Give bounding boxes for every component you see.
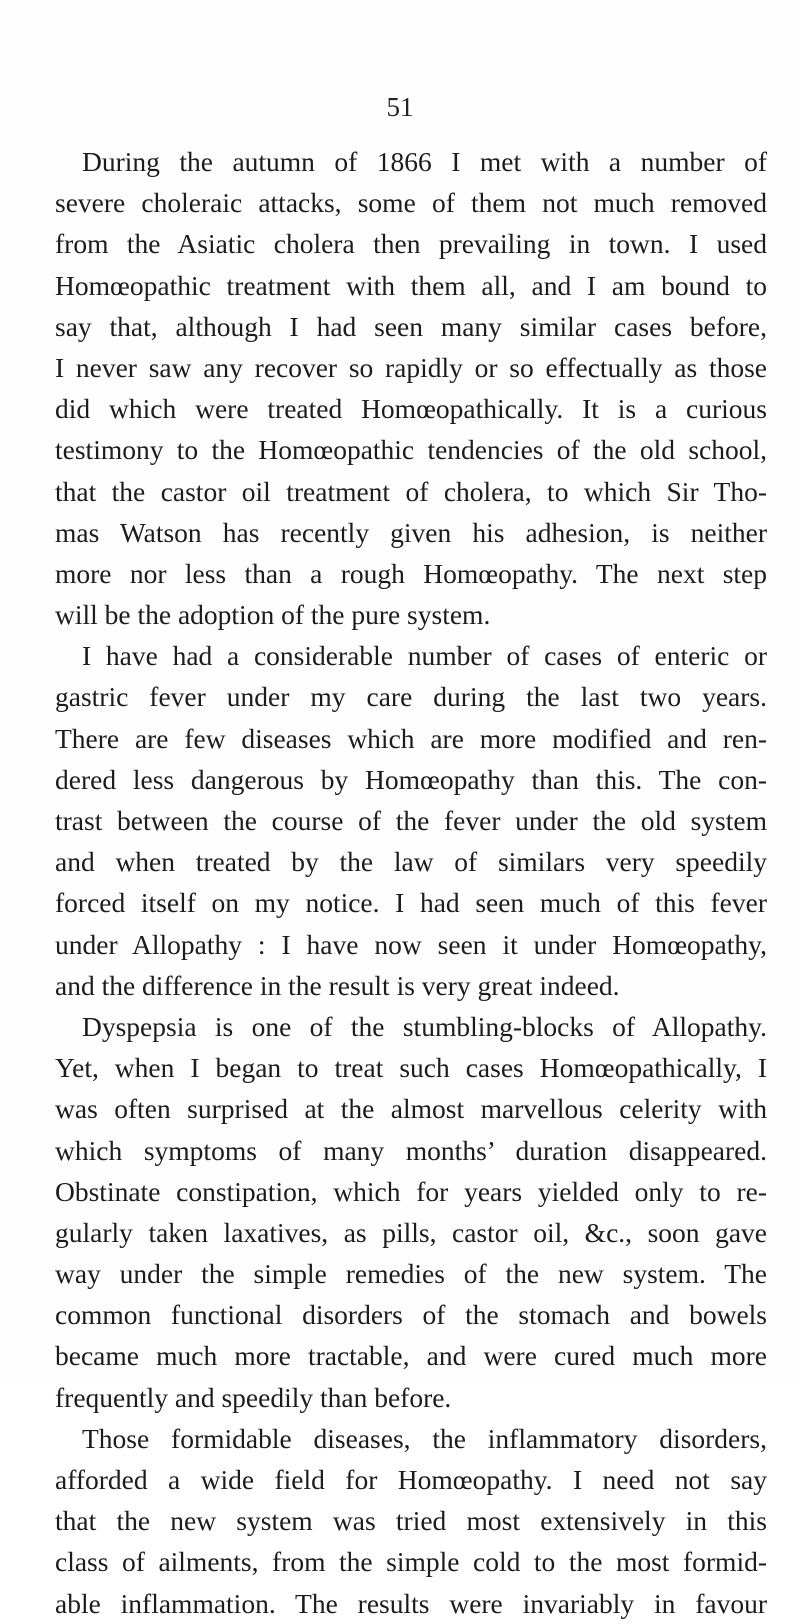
text-line: was often surprised at the almost marvellous celerity with	[55, 1093, 767, 1125]
text-line: Those formidable diseases, the inflammatory disorders,	[82, 1422, 767, 1454]
text-line: will be the adoption of the pure system.	[55, 599, 491, 631]
text-line: I never saw any recover so rapidly or so effectually as those	[55, 351, 767, 383]
text-line: frequently and speedily than before.	[55, 1381, 452, 1413]
text-line: way under the simple remedies of the new system. The	[55, 1258, 767, 1290]
text-line: testimony to the Homœopathic tendencies of the old school,	[55, 434, 767, 466]
text-line: dered less dangerous by Homœopathy than this. The con-	[55, 763, 767, 795]
text-line: from the Asiatic cholera then prevailing in town. I used	[55, 228, 767, 260]
text-line: gastric fever under my care during the last two years.	[55, 681, 767, 713]
body-text	[55, 141, 767, 1624]
text-line: common functional disorders of the stomach and bowels	[55, 1299, 767, 1331]
text-line: afforded a wide field for Homœopathy. I need not say	[55, 1464, 767, 1495]
text-line: able inflammation. The results were invariably in favour	[55, 1587, 767, 1619]
text-line: and the difference in the result is very great indeed.	[55, 969, 620, 1001]
text-line: During the autumn of 1866 I met with a number of	[82, 146, 767, 177]
text-line: Obstinate constipation, which for years yielded only to re-	[55, 1175, 767, 1207]
text-line: more nor less than a rough Homœopathy. The next step	[55, 557, 767, 589]
text-line: trast between the course of the fever under the old system	[55, 805, 767, 836]
text-line: forced itself on my notice. I had seen much of this fever	[55, 887, 767, 919]
text-line: gularly taken laxatives, as pills, castor oil, &c., soon gave	[55, 1216, 767, 1248]
text-line: severe choleraic attacks, some of them not much removed	[55, 187, 767, 219]
text-line: I have had a considerable number of cases of enteric or	[82, 640, 767, 672]
text-line: and when treated by the law of similars very speedily	[55, 846, 767, 878]
text-line: did which were treated Homœopathically. It is a curious	[55, 393, 767, 425]
text-line: that the castor oil treatment of cholera, to which Sir Tho-	[55, 475, 767, 507]
text-line: which symptoms of many months’ duration disappeared.	[55, 1134, 767, 1166]
text-line: class of ailments, from the simple cold to the most formid-	[55, 1546, 767, 1578]
page-number: 51	[386, 92, 414, 122]
text-line: There are few diseases which are more modified and ren-	[55, 722, 767, 754]
text-line: say that, although I had seen many similar cases before,	[55, 310, 767, 342]
text-line: mas Watson has recently given his adhesion, is neither	[55, 516, 767, 548]
text-line: became much more tractable, and were cured much more	[55, 1340, 767, 1372]
text-line: that the new system was tried most extensively in this	[55, 1505, 767, 1537]
text-line: Homœopathic treatment with them all, and I am bound to	[55, 269, 767, 301]
text-line: Dyspepsia is one of the stumbling-blocks of Allopathy.	[82, 1010, 767, 1042]
text-line: under Allopathy : I have now seen it under Homœopathy,	[55, 928, 767, 960]
text-line: Yet, when I began to treat such cases Homœopathically, I	[55, 1052, 767, 1084]
